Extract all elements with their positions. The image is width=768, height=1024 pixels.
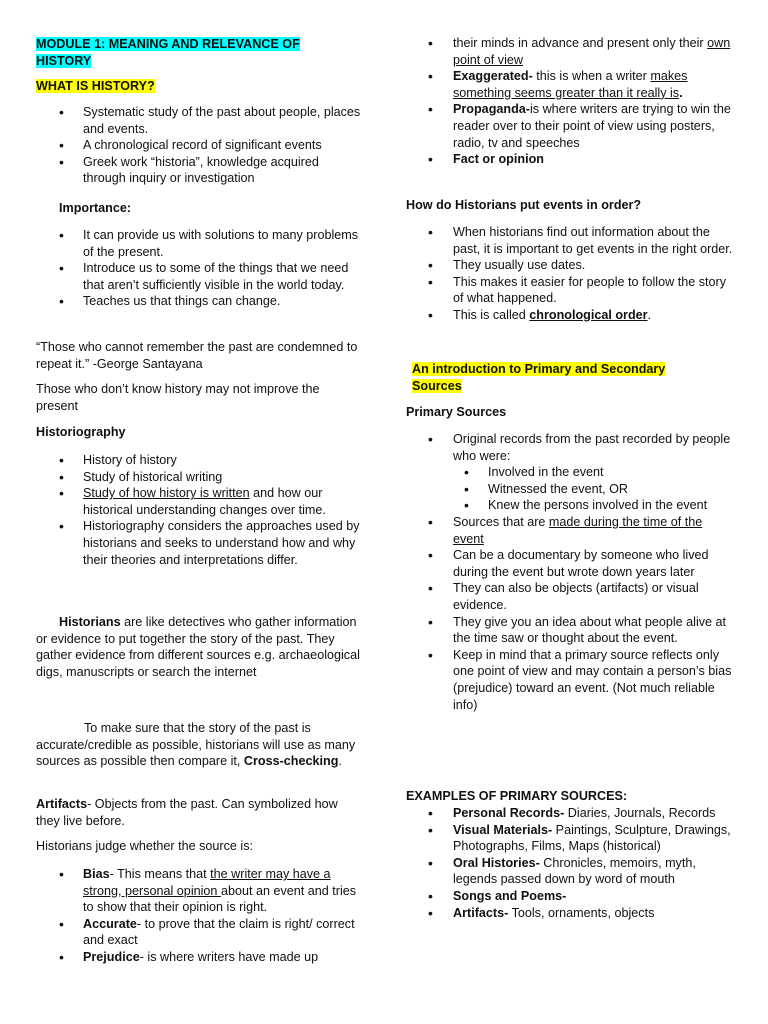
bias-bold: Bias [83,867,110,881]
prejudice-text: - is where writers have made up [139,949,319,964]
what-is-history-text: WHAT IS HISTORY? [36,79,155,93]
list-item-bias [36,866,362,916]
improve-paragraph [36,381,362,414]
list-item-propaganda [406,101,736,151]
propaganda-bold: Propaganda- [453,102,530,117]
called-text: This is called [453,307,530,322]
order-heading [406,197,736,214]
historians-text: are like detectives who gather information or evidence to put together the story of the past. They gather evidence from different sources e.g. archaeological digs, manuscripts or search the internet [36,615,360,679]
santayana-quote [36,339,362,372]
example-text: Chronicles, memoirs, myth, legends passed down by word of mouth [453,855,696,887]
list-item: • This makes it easier for people to follow the story of what happened. [406,274,736,307]
bias-text: - This means that [109,867,211,881]
accurate-bold: Accurate [83,916,137,931]
original-records-text: Original records from the past recorded by people who were: [453,432,731,463]
example-text: Tools, ornaments, objects [508,905,655,920]
chronological-order-bold: chronological order [529,307,648,322]
historians-paragraph [36,614,362,680]
continued-text: their minds in advance and present only their [453,36,708,50]
item-text: and how our historical understanding changes over time. [83,486,326,517]
list-item [406,307,736,324]
continued-list [406,35,736,168]
underlined-text: makes something seems greater than it really is [453,69,688,100]
importance-heading-text: Importance: [59,201,132,215]
list-item [406,888,736,905]
list-item: • Teaches us that things can change. [36,293,362,310]
examples-heading-text: EXAMPLES OF PRIMARY SOURCES: [406,789,628,803]
list-item: • Systematic study of the past about people, places and events. [36,104,362,137]
intro-heading [412,361,736,394]
historiography-heading [36,424,362,441]
period: . [679,85,683,100]
list-item [406,805,736,822]
underlined-text: made during the time of the event [453,514,703,546]
list-item: • Introduce us to some of the things that we need that aren’t sufficiently visible in the world today. [36,260,362,293]
example-text: Paintings, Sculpture, Drawings, Photographs, Films, Maps (historical) [453,822,731,854]
list-item [406,431,736,514]
list-item: • Keep in mind that a primary source reflects only one point of view and may contain a person’s bias (prejudice) toward an event. (Not much reliable info) [406,647,736,713]
what-is-history-heading [36,78,362,95]
list-item: • Historiography considers the approaches used by historians and seeks to understand how and why their theories and interpretations differ. [36,518,362,568]
order-list [406,224,736,324]
prejudice-bold: Prejudice [83,949,140,964]
list-item: • When historians find out information about the past, it is important to get events in the right order. [406,224,736,257]
examples-list [406,805,736,921]
bias-text-end: about an event and tries to show that their opinion is right. [83,883,357,915]
underlined-text: own point of view [453,36,731,67]
sub-list-item: • Witnessed the event, OR [406,481,736,498]
example-bold: Personal Records- [453,806,565,820]
list-item: • They give you an idea about what people alive at the time saw or thought about the event. [406,614,736,647]
list-item: • They usually use dates. [406,257,736,274]
underlined-text: the writer may have a strong, personal opinion [83,867,331,898]
module-title [36,36,362,69]
list-item-continued [406,35,736,68]
example-text: Diaries, Journals, Records [564,806,716,820]
list-item-accurate [36,916,362,949]
module-title-line-2: HISTORY [36,53,92,68]
intro-heading-line-1: An introduction to Primary and Secondary [412,362,666,376]
list-item [406,822,736,855]
artifacts-text: - Objects from the past. Can symbolized how they live before. [36,797,338,828]
sub-list [406,464,736,514]
underlined-text: Study of how history is written [83,486,250,501]
list-item: • A chronological record of significant events [36,137,362,154]
list-item [36,485,362,518]
source-judgement-list [36,866,362,966]
fact-bold: Fact or opinion [453,152,544,167]
cross-checking-bold: Cross-checking [243,754,339,769]
quote-text: “Those who cannot remember the past are condemned to repeat it.” -George Santayana [36,340,358,371]
list-item: • They can also be objects (artifacts) or visual evidence. [406,580,736,613]
list-item [406,514,736,547]
list-item [406,905,736,922]
order-heading-text: How do Historians put events in order? [406,198,642,212]
exaggerated-text: this is when a writer [532,69,651,84]
example-bold: Songs and Poems- [453,888,567,903]
importance-heading [59,200,362,217]
examples-heading [406,788,736,805]
intro-heading-line-2: Sources [412,378,462,393]
list-item: • It can provide us with solutions to many problems of the present. [36,227,362,260]
historians-bold: Historians [59,615,121,629]
module-title-line-1: MODULE 1: MEANING AND RELEVANCE OF [36,37,300,51]
list-item-exaggerated [406,68,736,101]
historiography-list [36,452,362,568]
judge-paragraph [36,838,362,855]
list-item-fact [406,151,736,168]
artifacts-paragraph [36,796,362,829]
accurate-text: - to prove that the claim is right/ correct and exact [83,916,355,948]
list-item: • Study of historical writing [36,469,362,486]
list-item-prejudice [36,949,362,966]
importance-list [36,227,362,310]
sub-list-item: • Involved in the event [406,464,736,481]
cross-checking-text: To make sure that the story of the past is accurate/credible as possible, historians will use as many sources as possible then compare it, [36,721,356,769]
example-bold: Artifacts- [453,905,509,920]
period: . [647,307,652,322]
cross-checking-paragraph [36,720,362,770]
judge-text: Historians judge whether the source is: [36,839,254,853]
improve-text: Those who don’t know history may not improve the present [36,382,320,413]
what-is-history-list [36,104,362,187]
made-text: Sources that are [453,514,549,529]
list-item: • Greek work “historia”, knowledge acquired through inquiry or investigation [36,154,362,187]
historiography-heading-text: Historiography [36,425,126,439]
sub-list-item: • Knew the persons involved in the event [406,497,736,514]
propaganda-text: is where writers are trying to win the reader over to their point of view using posters, radio, tv and speeches [453,102,731,150]
primary-sources-heading [406,404,736,421]
period: . [338,754,342,769]
list-item: • History of history [36,452,362,469]
list-item: • Can be a documentary by someone who lived during the event but wrote down years later [406,547,736,580]
artifacts-bold: Artifacts [36,797,88,811]
primary-sources-list [406,431,736,713]
exaggerated-bold: Exaggerated- [453,69,533,84]
primary-heading-text: Primary Sources [406,405,507,419]
example-bold: Oral Histories- [453,855,540,870]
example-bold: Visual Materials- [453,822,553,837]
list-item [406,855,736,888]
